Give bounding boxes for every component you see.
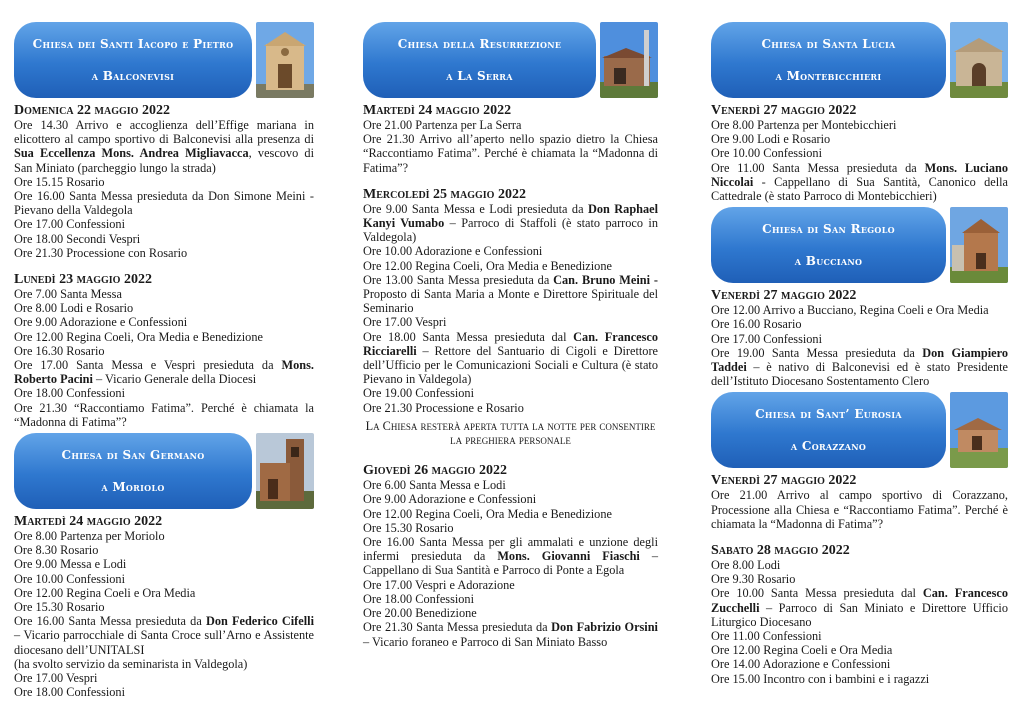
schedule-item: Ore 10.00 Santa Messa presieduta dal Can. Francesco Zucchelli – Parroco di San Miniato e Direttore Ufficio Liturgico Diocesano <box>711 586 1009 629</box>
schedule-list <box>363 202 658 415</box>
schedule-item: Ore 15.30 Rosario <box>363 520 454 535</box>
schedule-item: Ore 17.00 Confessioni <box>14 217 126 232</box>
schedule-item: Ore 9.30 Rosario <box>711 572 796 587</box>
schedule-item: Ore 11.00 Santa Messa presieduta da Mons. Luciano Niccolai - Cappellano di Sua Santità, Canonico della Cattedrale (è stato Parroco di Montebicchieri) <box>711 160 1008 204</box>
day-heading: Mercoledì 25 maggio 2022 <box>363 186 526 202</box>
schedule-list <box>363 478 658 648</box>
schedule-item: Ore 18.00 Confessioni <box>14 685 126 700</box>
day-heading: Venerdì 27 maggio 2022 <box>711 473 857 489</box>
schedule-item: Ore 17.00 Santa Messa e Vespri presieduta da Mons. Roberto Pacini – Vicario Generale della Diocesi <box>14 358 314 387</box>
schedule-item: Ore 7.00 Santa Messa <box>14 287 122 302</box>
schedule-item: Ore 9.00 Messa e Lodi <box>14 557 127 572</box>
schedule-item: Ore 12.00 Regina Coeli, Ora Media e Benedizione <box>363 258 612 273</box>
schedule-item: Ore 14.00 Adorazione e Confessioni <box>711 657 891 672</box>
schedule-item: Ore 12.00 Arrivo a Bucciano, Regina Coeli e Ora Media <box>711 303 989 318</box>
day-heading: Martedì 24 maggio 2022 <box>363 103 512 118</box>
schedule-item: Ore 6.00 Santa Messa e Lodi <box>363 478 506 493</box>
schedule-item: Ore 15.30 Rosario <box>14 600 105 615</box>
schedule-item: Ore 8.00 Partenza per Moriolo <box>14 529 165 544</box>
schedule-item: Ore 9.00 Adorazione e Confessioni <box>363 492 537 507</box>
church-header-bucciano <box>711 205 1008 285</box>
day-heading: Giovedì 26 maggio 2022 <box>363 463 507 479</box>
schedule-item: Ore 21.30 “Raccontiamo Fatima”. Perché è chiamata la “Madonna di Fatima”? <box>14 400 314 429</box>
schedule-item: Ore 17.00 Confessioni <box>711 331 823 346</box>
schedule-item: Ore 14.30 Arrivo e accoglienza dell’Effige mariana in elicottero al campo sportivo di Balconevisi alla presenza di Sua Eccellenza Mons. Andrea Migliavacca, vescovo di San Miniato (parcheggio lungo la strada) <box>14 118 314 175</box>
church-header-corazzano <box>711 390 1008 470</box>
church-name: Chiesa di Santa Lucia <box>761 37 896 51</box>
schedule-item: Ore 12.00 Regina Coeli e Ora Media <box>711 643 893 658</box>
schedule-list <box>711 488 1008 531</box>
church-location: a Balconevisi <box>91 69 175 83</box>
schedule-item: Ore 10.00 Adorazione e Confessioni <box>363 244 543 259</box>
schedule-item: Ore 16.30 Rosario <box>14 343 105 358</box>
schedule-item: Ore 8.30 Rosario <box>14 543 99 558</box>
schedule-list <box>711 118 1008 203</box>
schedule-item: Ore 8.00 Lodi e Rosario <box>14 301 134 316</box>
schedule-item: Ore 19.00 Confessioni <box>363 386 475 401</box>
church-header-montebicchieri <box>711 20 1008 100</box>
church-location: a Corazzano <box>790 439 867 454</box>
schedule-list <box>14 529 314 699</box>
schedule-item: Ore 17.00 Vespri <box>363 315 447 330</box>
schedule-item: Ore 18.00 Santa Messa presieduta dal Can. Francesco Ricciarelli – Rettore del Santuario di Cigoli e Direttore dell’Ufficio per le Comunicazioni Sociali e Cultura (è stato Pievano in Valdegola) <box>363 329 659 387</box>
schedule-item: Ore 9.00 Adorazione e Confessioni <box>14 315 188 330</box>
church-title-badge <box>711 22 946 98</box>
schedule-item: Ore 21.30 Arrivo all’aperto nello spazio dietro la Chiesa “Raccontiamo Fatima”. Perché è chiamata la “Madonna di Fatima”? <box>363 132 658 175</box>
overnight-note: La Chiesa resterà aperta tutta la notte per consentire la preghiera personale <box>365 418 656 448</box>
church-header-balconevisi <box>14 20 314 100</box>
schedule-item: Ore 21.30 Santa Messa presieduta da Don Fabrizio Orsini – Vicario foraneo e Parroco di San Miniato Basso <box>363 620 658 649</box>
church-title-badge <box>363 22 596 98</box>
schedule-item: Ore 8.00 Lodi <box>711 558 781 573</box>
day-heading: Sabato 28 maggio 2022 <box>711 543 850 559</box>
schedule-list <box>711 303 1008 388</box>
column-montebicchieri-bucciano-corazzano <box>711 0 1008 686</box>
schedule-item: Ore 18.00 Confessioni <box>363 591 475 606</box>
schedule-item: Ore 16.00 Santa Messa presieduta da Don Simone Meini - Pievano della Valdegola <box>14 189 314 218</box>
day-heading: Domenica 22 maggio 2022 <box>14 103 170 118</box>
church-facade-photo <box>256 22 314 98</box>
schedule-item: Ore 12.00 Regina Coeli, Ora Media e Benedizione <box>14 329 263 344</box>
day-heading: Venerdì 27 maggio 2022 <box>711 103 857 118</box>
schedule-item: Ore 12.00 Regina Coeli e Ora Media <box>14 585 196 600</box>
schedule-item: Ore 21.30 Processione con Rosario <box>14 245 188 260</box>
church-name: Chiesa dei Santi Iacopo e Pietro <box>32 37 234 51</box>
schedule-item: (ha svolto servizio da seminarista in Valdegola) <box>14 656 248 671</box>
schedule-item: Ore 16.00 Rosario <box>711 317 802 332</box>
church-name: Chiesa di San Regolo <box>762 222 895 237</box>
schedule-item: Ore 12.00 Regina Coeli, Ora Media e Benedizione <box>363 506 612 521</box>
day-heading: Venerdì 27 maggio 2022 <box>711 288 857 304</box>
schedule-item: Ore 9.00 Santa Messa e Lodi presieduta da Don Raphael Kanyi Vumabo – Parroco di Staffoli (è stato parroco in Valdegola) <box>363 201 659 245</box>
schedule-item: Ore 15.00 Incontro con i bambini e i ragazzi <box>711 671 930 686</box>
schedule-item: Ore 17.00 Vespri <box>14 671 98 686</box>
brick-church-photo <box>950 207 1008 283</box>
column-balconevisi-moriolo <box>14 0 314 700</box>
schedule-item: Ore 21.30 Processione e Rosario <box>363 400 524 415</box>
schedule-list <box>363 118 658 175</box>
schedule-item: Ore 21.00 Partenza per La Serra <box>363 118 522 132</box>
chapel-photo <box>950 392 1008 468</box>
church-location: a Moriolo <box>101 480 165 495</box>
day-heading: Lunedì 23 maggio 2022 <box>14 272 152 288</box>
schedule-list <box>14 287 314 429</box>
schedule-list <box>14 118 314 260</box>
column-la-serra <box>363 0 658 649</box>
stone-church-photo <box>950 22 1008 98</box>
schedule-item: Ore 11.00 Confessioni <box>711 629 822 644</box>
schedule-item: Ore 16.00 Santa Messa per gli ammalati e unzione degli infermi presieduta da Mons. Giovanni Fiaschi – Cappellano di Sua Santità e Parroco di Ponte a Egola <box>363 535 658 578</box>
schedule-list <box>711 558 1008 686</box>
schedule-item: Ore 17.00 Vespri e Adorazione <box>363 577 515 592</box>
church-title-badge <box>14 22 252 98</box>
schedule-item: Ore 21.00 Arrivo al campo sportivo di Corazzano, Processione alla Chiesa e “Raccontiamo Fatima”. Perché è chiamata la “Madonna di Fatima”? <box>711 488 1008 531</box>
schedule-item: Ore 15.15 Rosario <box>14 174 105 189</box>
schedule-item: Ore 16.00 Santa Messa presieduta da Don Federico Cifelli – Vicario parrocchiale di Santa Croce sull’Arno e Assistente diocesano dell’UNITALSI <box>14 614 314 657</box>
schedule-item: Ore 10.00 Confessioni <box>711 146 823 161</box>
schedule-item: Ore 13.00 Santa Messa presieduta da Can. Bruno Meini - Proposto di Santa Maria a Monte e Direttore Spirituale del Seminario <box>363 272 658 316</box>
church-title-badge <box>711 207 946 283</box>
church-title-badge <box>14 433 252 509</box>
church-name: Chiesa di San Germano <box>61 448 205 463</box>
modern-church-photo <box>600 22 658 98</box>
church-name: Chiesa di Sant’ Eurosia <box>755 407 902 422</box>
day-heading: Martedì 24 maggio 2022 <box>14 514 163 530</box>
church-name: Chiesa della Resurrezione <box>397 37 562 51</box>
church-location: a La Serra <box>446 69 513 83</box>
schedule-item: Ore 10.00 Confessioni <box>14 571 126 586</box>
schedule-item: Ore 8.00 Partenza per Montebicchieri <box>711 118 897 132</box>
church-header-la-serra <box>363 20 658 100</box>
church-location: a Bucciano <box>794 254 863 269</box>
schedule-item: Ore 18.00 Secondi Vespri <box>14 231 141 246</box>
tower-church-photo <box>256 433 314 509</box>
schedule-item: Ore 20.00 Benedizione <box>363 606 477 621</box>
schedule-item: Ore 19.00 Santa Messa presieduta da Don Giampiero Taddei – è nativo di Balconevisi ed è stato Presidente dell’Istituto Diocesano Sostentamento Clero <box>711 345 1008 389</box>
church-location: a Montebicchieri <box>775 69 882 83</box>
schedule-item: Ore 9.00 Lodi e Rosario <box>711 132 831 147</box>
church-title-badge <box>711 392 946 468</box>
church-header-moriolo <box>14 431 314 511</box>
schedule-item: Ore 18.00 Confessioni <box>14 386 126 401</box>
